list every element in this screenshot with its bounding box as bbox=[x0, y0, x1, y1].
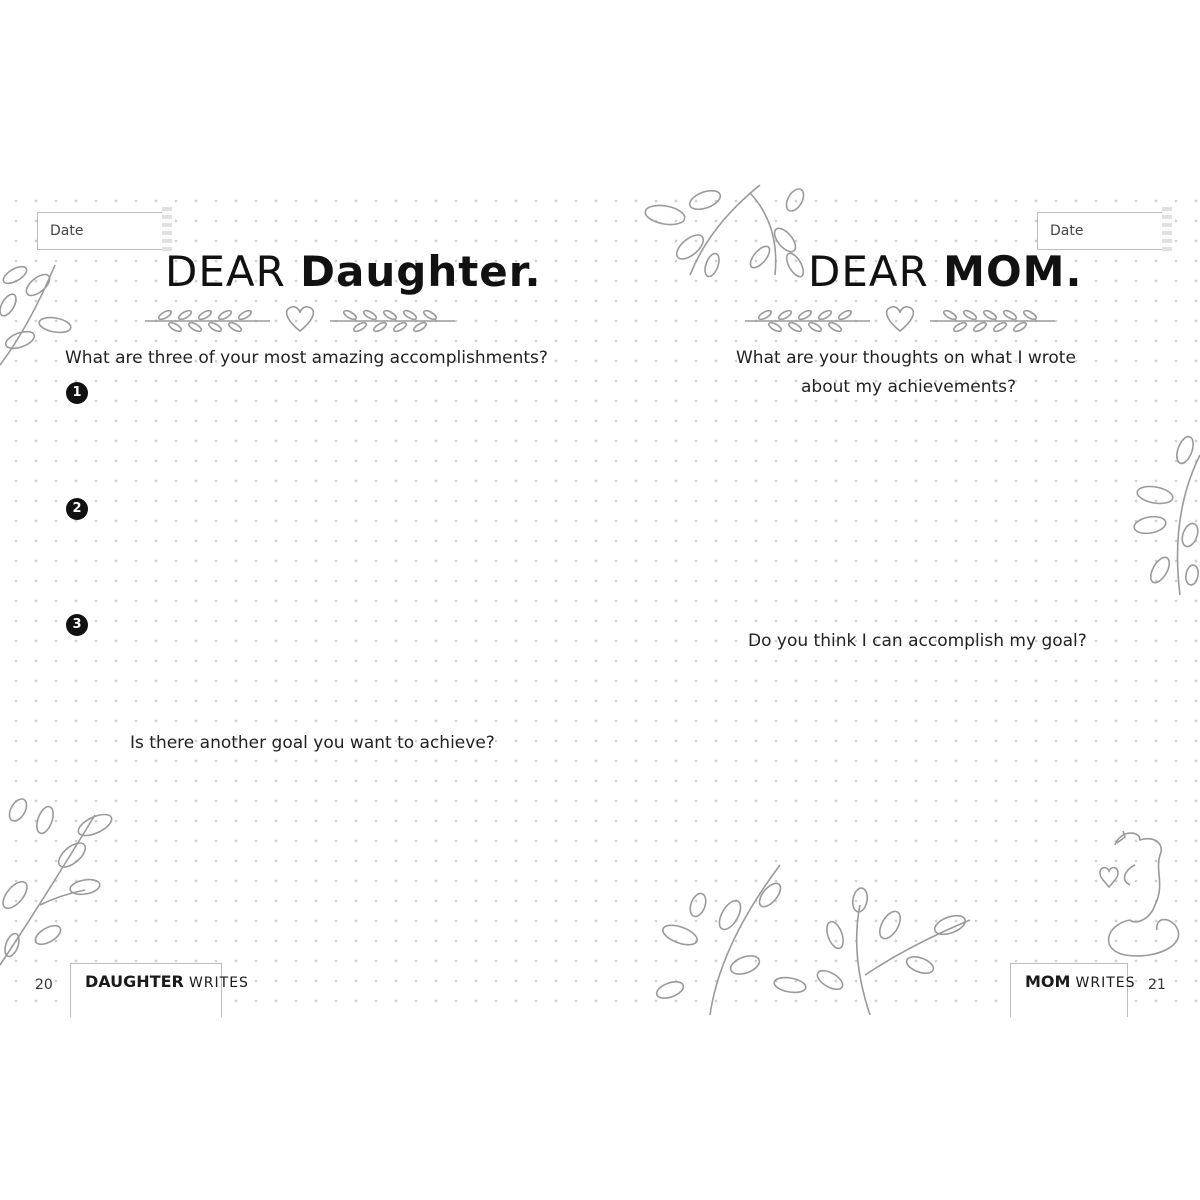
date-label: Date bbox=[50, 223, 84, 239]
question-thoughts-line1: What are your thoughts on what I wrote bbox=[736, 348, 1076, 368]
question-another-goal: Is there another goal you want to achieve? bbox=[130, 733, 495, 753]
footer-writes-label: WRITES bbox=[188, 975, 249, 991]
squirrel-heart-illustration bbox=[1095, 825, 1195, 965]
heart-laurel-divider bbox=[145, 303, 455, 333]
page-title bbox=[808, 247, 1082, 296]
footer-writer: DAUGHTER bbox=[85, 972, 184, 991]
footer-tab bbox=[70, 963, 249, 1017]
title-recipient: MOM. bbox=[943, 247, 1083, 296]
page-number: 20 bbox=[35, 977, 53, 993]
title-dear: DEAR bbox=[165, 247, 286, 296]
book-spread bbox=[0, 185, 1200, 1017]
title-dear: DEAR bbox=[808, 247, 929, 296]
question-accomplishments: What are three of your most amazing accomplishments? bbox=[65, 348, 548, 368]
heart-laurel-divider bbox=[745, 303, 1055, 333]
leaf-branch-illustration bbox=[0, 795, 125, 975]
tape-decoration bbox=[1162, 207, 1172, 255]
page-title bbox=[165, 247, 541, 296]
left-page bbox=[0, 185, 600, 1017]
date-field[interactable] bbox=[1037, 212, 1167, 250]
list-number-badge: 3 bbox=[66, 614, 88, 636]
question-accomplish-goal: Do you think I can accomplish my goal? bbox=[748, 631, 1087, 651]
page-number: 21 bbox=[1148, 977, 1166, 993]
list-number-badge: 1 bbox=[66, 382, 88, 404]
leaf-branch-illustration bbox=[630, 185, 810, 285]
right-page bbox=[600, 185, 1200, 1017]
footer-tab bbox=[1010, 963, 1136, 1017]
title-recipient: Daughter. bbox=[300, 247, 542, 296]
leaf-branch-illustration bbox=[650, 865, 980, 1015]
list-number-badge: 2 bbox=[66, 498, 88, 520]
question-thoughts-line2: about my achievements? bbox=[801, 377, 1017, 397]
footer-writer: MOM bbox=[1025, 972, 1071, 991]
date-label: Date bbox=[1050, 223, 1084, 239]
leaf-branch-illustration bbox=[1130, 435, 1200, 595]
footer-writes-label: WRITES bbox=[1075, 975, 1136, 991]
